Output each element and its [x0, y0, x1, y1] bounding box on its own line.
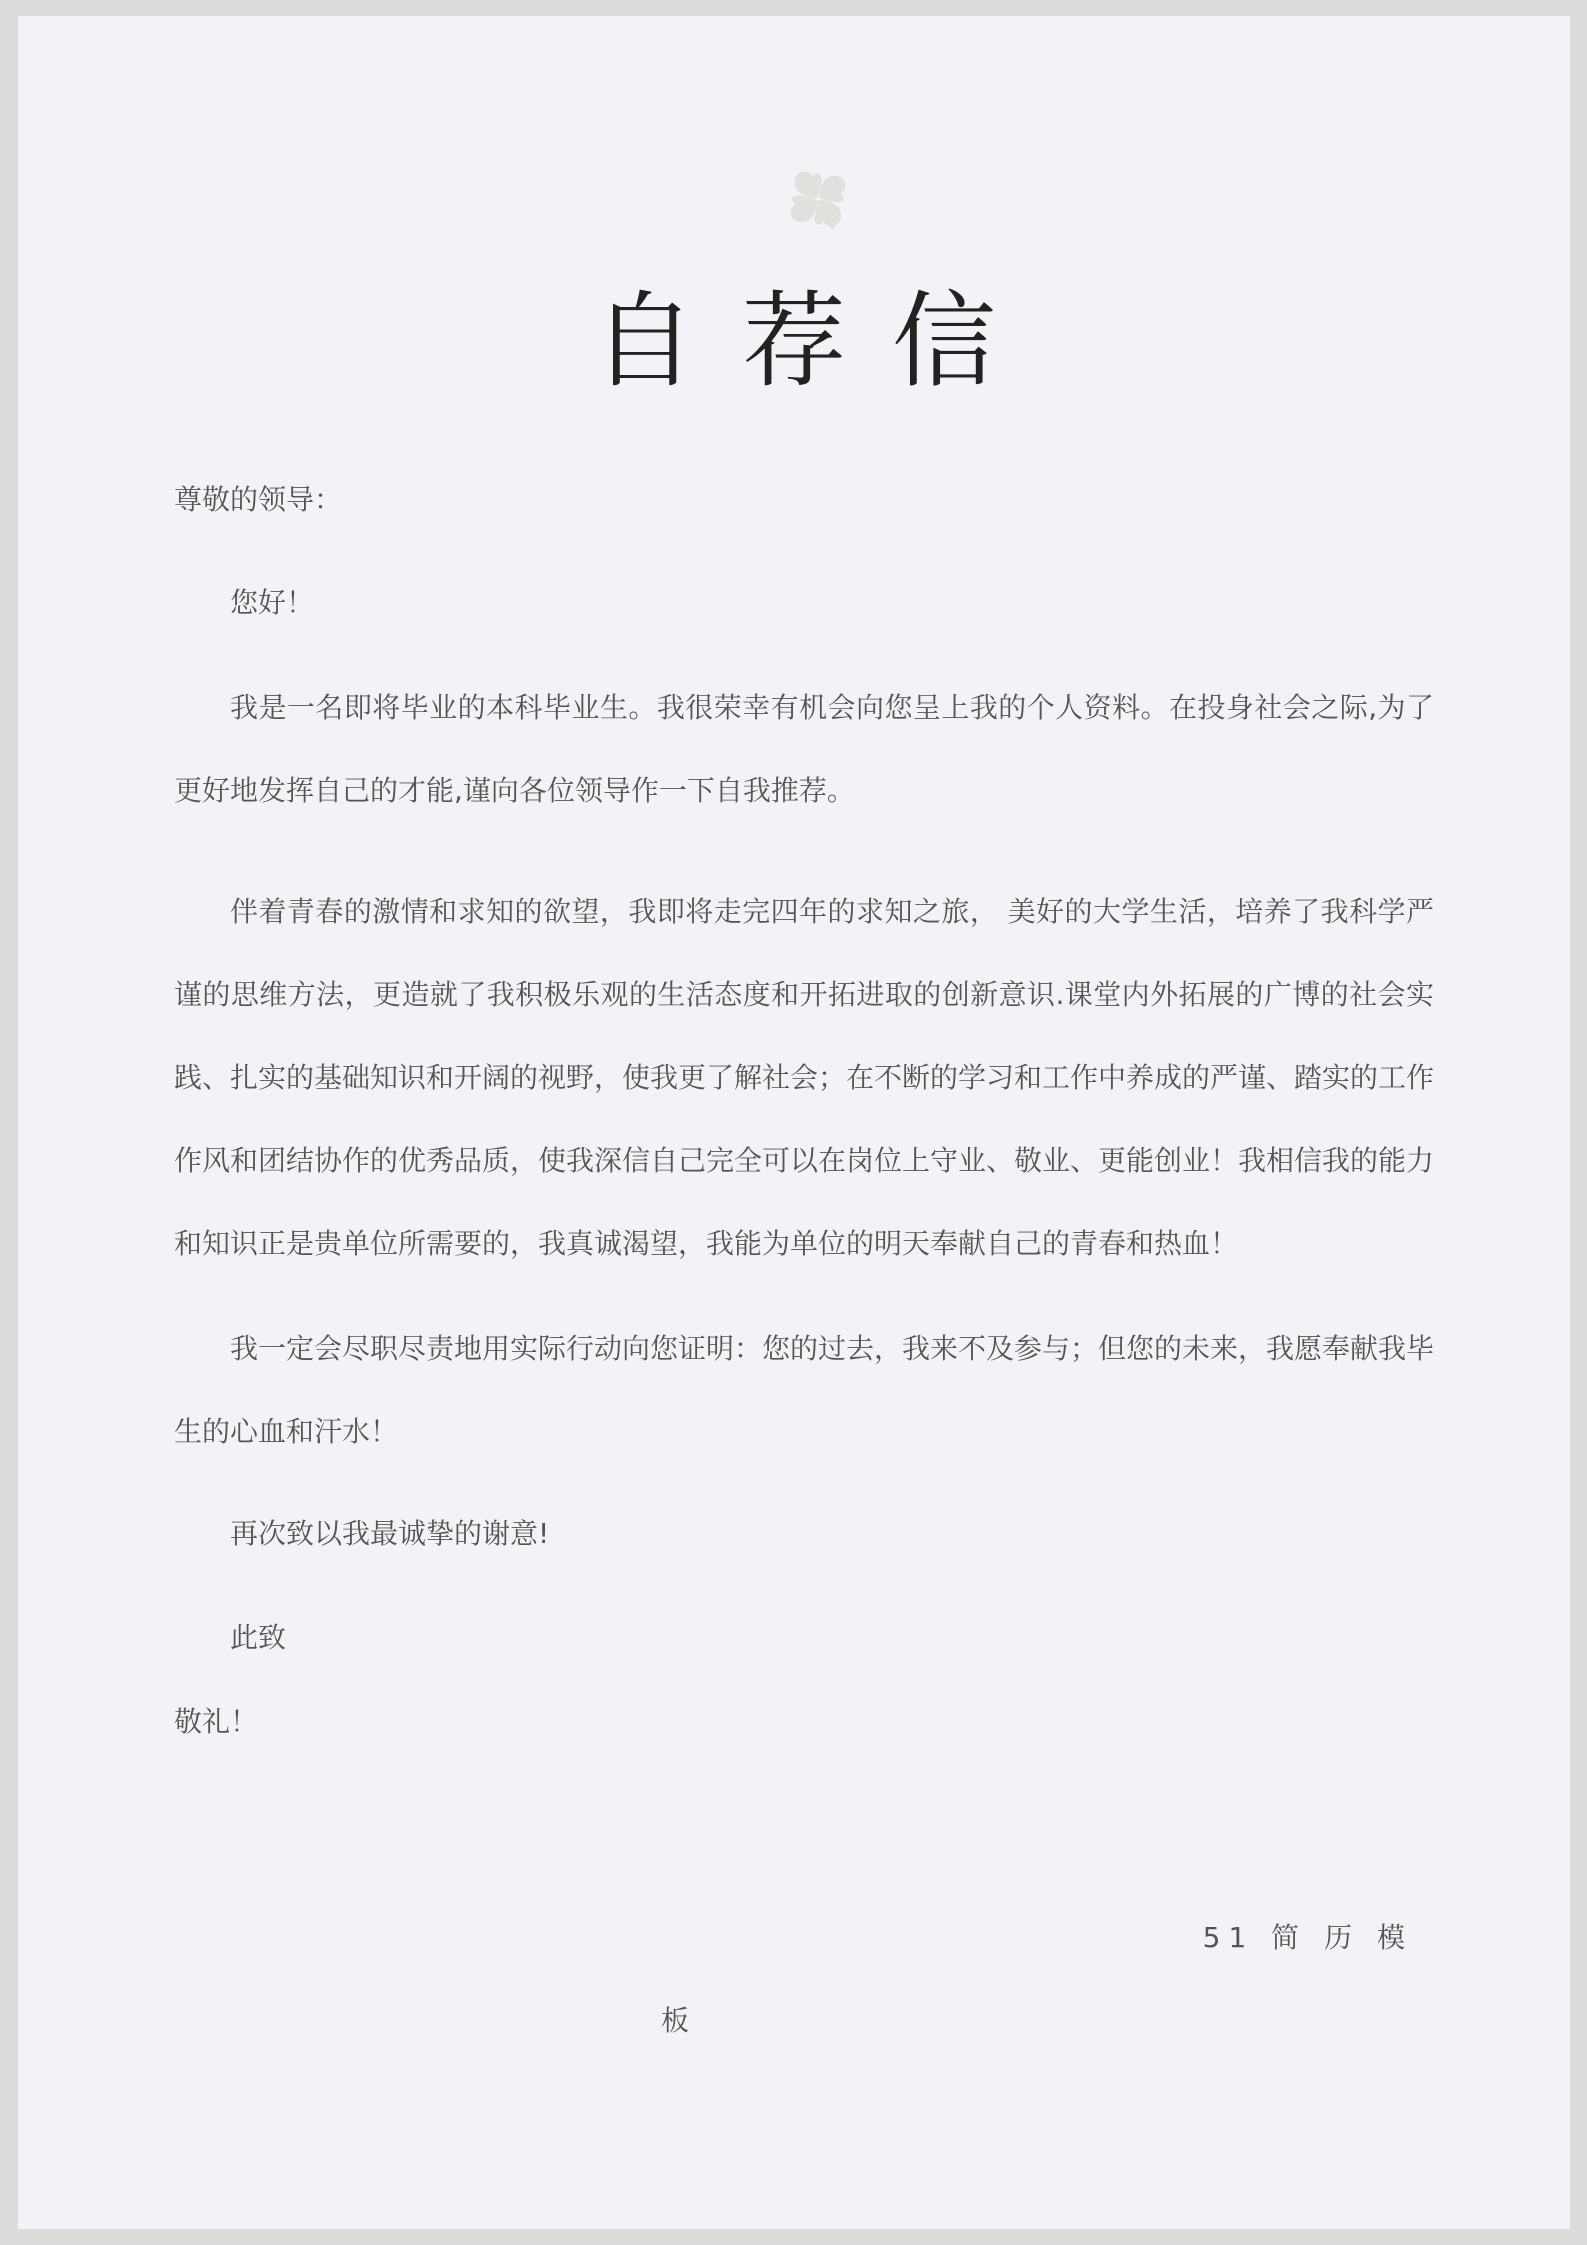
closing-cizhi: 此致 — [230, 1621, 287, 1654]
signature-line-1: 51 简 历 模 — [1202, 1921, 1413, 1954]
clover-icon — [783, 165, 853, 235]
closing-jingli: 敬礼！ — [174, 1705, 259, 1738]
salutation: 尊敬的领导： — [174, 483, 343, 516]
paragraph-experience: 伴着青春的激情和求知的欲望，我即将走完四年的求知之旅， 美好的大学生活，培养了我科学严谨的思维方法，更造就了我积极乐观的生活态度和开拓进取的创新意识.课堂内外拓展的广博的社会实践、扎实的基础知识和开阔的视野，使我更了解社会；在不断的学习和工作中养成的严谨、踏实的工作作风和团结协作的优秀品质，使我深信自己完全可以在岗位上守业、敬业、更能创业！我相信我的能力和知识正是贵单位所需要的，我真诚渴望，我能为单位的明天奉献自己的青春和热血！ — [174, 895, 1435, 1260]
letter-page — [18, 16, 1570, 2229]
greeting: 您好！ — [230, 586, 315, 619]
signature-line-2: 板 — [661, 2004, 690, 2037]
thanks-line: 再次致以我最诚挚的谢意! — [230, 1517, 550, 1550]
paragraph-intro: 我是一名即将毕业的本科毕业生。我很荣幸有机会向您呈上我的个人资料。在投身社会之际,为了更好地发挥自己的才能,谨向各位领导作一下自我推荐。 — [174, 691, 1434, 807]
paragraph-commitment: 我一定会尽职尽责地用实际行动向您证明：您的过去，我来不及参与；但您的未来，我愿奉献我毕生的心血和汗水！ — [174, 1332, 1435, 1448]
letter-title: 自荐信 — [591, 280, 1042, 402]
